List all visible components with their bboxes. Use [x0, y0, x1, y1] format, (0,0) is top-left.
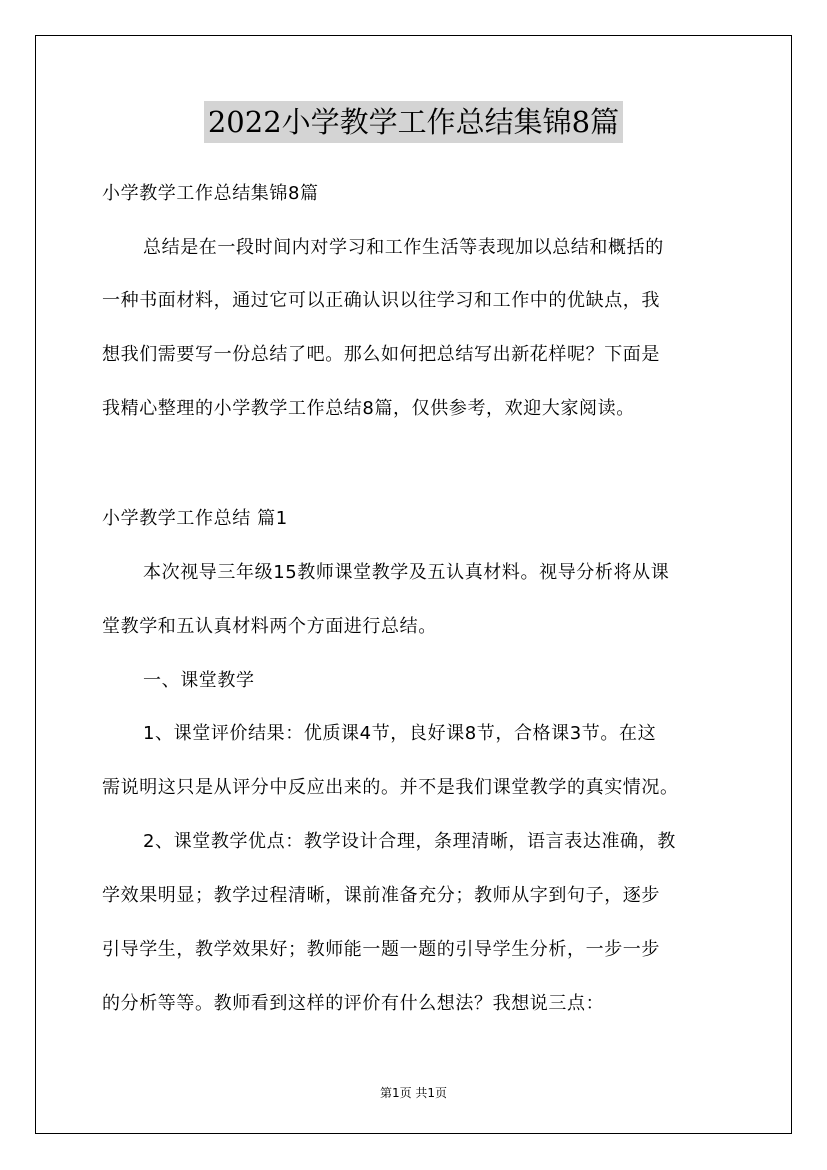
- paragraph-line: 学效果明显；教学过程清晰，课前准备充分；教师从字到句子，逐步: [102, 885, 660, 906]
- paragraph-line: 2、课堂教学优点：教学设计合理，条理清晰，语言表达准确，教: [143, 831, 676, 852]
- intro-line: 想我们需要写一份总结了吧。那么如何把总结写出新花样呢？下面是: [102, 344, 660, 365]
- paragraph-line: 需说明这只是从评分中反应出来的。并不是我们课堂教学的真实情况。: [102, 777, 679, 798]
- intro-line: 总结是在一段时间内对学习和工作生活等表现加以总结和概括的: [143, 237, 664, 258]
- section-heading: 小学教学工作总结 篇1: [102, 508, 288, 529]
- paragraph-line: 本次视导三年级15教师课堂教学及五认真材料。视导分析将从课: [143, 562, 670, 583]
- intro-line: 一种书面材料，通过它可以正确认识以往学习和工作中的优缺点，我: [102, 290, 660, 311]
- intro-line: 我精心整理的小学教学工作总结8篇，仅供参考，欢迎大家阅读。: [102, 398, 635, 419]
- document-title: 2022小学教学工作总结集锦8篇: [204, 101, 623, 143]
- paragraph-line: 1、课堂评价结果：优质课4节，良好课8节，合格课3节。在这: [143, 723, 657, 744]
- paragraph-line: 堂教学和五认真材料两个方面进行总结。: [102, 616, 437, 637]
- paragraph-line: 的分析等等。教师看到这样的评价有什么想法？我想说三点：: [102, 993, 605, 1014]
- subheading: 一、课堂教学: [143, 670, 255, 691]
- subtitle: 小学教学工作总结集锦8篇: [102, 183, 319, 204]
- title-wrap: [0, 101, 827, 143]
- page-footer: 第1页 共1页: [379, 1086, 448, 1100]
- paragraph-line: 引导学生，教学效果好；教师能一题一题的引导学生分析，一步一步: [102, 939, 660, 960]
